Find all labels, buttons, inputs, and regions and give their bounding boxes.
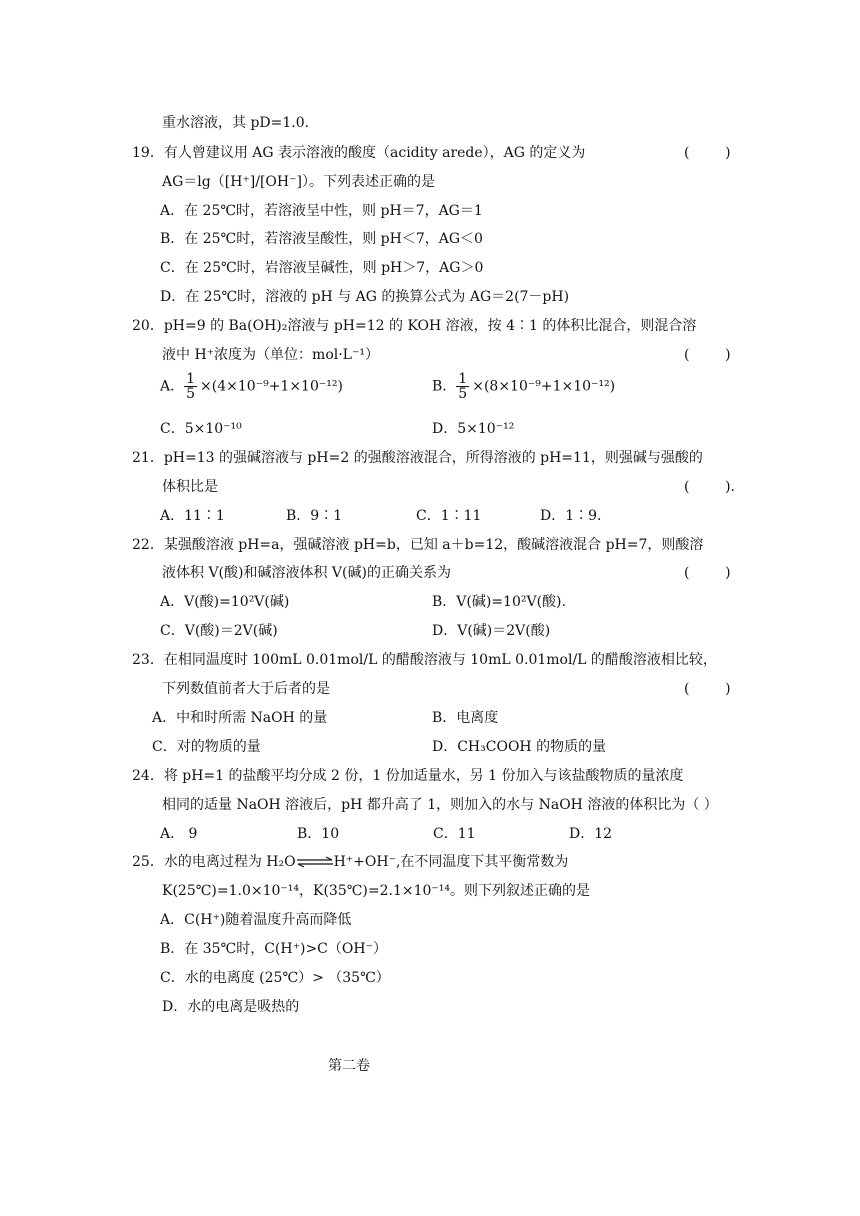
q25-option-b: B．在 35℃时，C(H⁺)>C（OH⁻） (160, 941, 387, 957)
continuation-line: 重水溶液，其 pD=1.0. (162, 115, 310, 131)
fraction-numerator: 1 (458, 371, 468, 387)
q20-stem-line1: 20．pH=9 的 Ba(OH)₂溶液与 pH=12 的 KOH 溶液，按 4∶1 的体积比混合，则混合溶 (132, 318, 697, 334)
q19-option-d: D．在 25℃时，溶液的 pH 与 AG 的换算公式为 AG＝2(7－pH) (160, 289, 570, 305)
q24-option-a: A． 9 (160, 826, 198, 842)
q23-option-d: D．CH₃COOH 的物质的量 (432, 739, 607, 755)
q20-option-a-expression: ×(4×10⁻⁹+1×10⁻¹²) (200, 378, 343, 395)
q20-option-b-label: B． (432, 378, 457, 395)
q20-option-d: D．5×10⁻¹² (432, 421, 515, 437)
q19-stem-line2: AG＝lg（[H⁺]/[OH⁻]）。下列表述正确的是 (162, 174, 435, 190)
q21-option-b: B．9∶1 (286, 508, 343, 524)
equilibrium-arrow-icon (296, 856, 334, 868)
q22-option-d: D．V(碱)＝2V(酸) (432, 623, 551, 639)
q20-option-b (432, 372, 615, 401)
q25-option-c: C．水的电离度 (25℃）> （35℃） (160, 970, 390, 986)
fraction-denominator: 5 (186, 386, 196, 402)
q22-answer-blank: ( ) (684, 565, 731, 581)
q22-stem-line2: 液体积 V(酸)和碱溶液体积 V(碱)的正确关系为 (162, 565, 451, 581)
q22-option-c: C．V(酸)＝2V(碱) (160, 623, 278, 639)
section-title: 第二卷 (328, 1058, 370, 1074)
q23-stem-line1: 23．在相同温度时 100mL 0.01mol/L 的醋酸溶液与 10mL 0.01mol/L 的醋酸溶液相比较， (132, 652, 717, 668)
q21-stem-line2: 体积比是 (162, 479, 218, 495)
q19-option-a: A．在 25℃时，若溶液呈中性，则 pH＝7，AG＝1 (160, 203, 483, 219)
q24-stem-line2: 相同的适量 NaOH 溶液后，pH 都升高了 1，则加入的水与 NaOH 溶液的体积比为（ ） (162, 797, 718, 813)
q25-option-d: D．水的电离是吸热的 (162, 999, 300, 1015)
q25-stem-part1: 25．水的电离过程为 H₂O (132, 854, 296, 870)
q21-option-c: C．1∶11 (416, 508, 482, 524)
q19-answer-blank: ( ) (684, 145, 731, 161)
q20-stem-line2: 液中 H⁺浓度为（单位：mol·L⁻¹） (162, 347, 379, 363)
q20-option-a (160, 372, 343, 401)
q24-stem-line1: 24．将 pH=1 的盐酸平均分成 2 份，1 份加适量水，另 1 份加入与该盐酸物质的量浓度 (132, 768, 684, 784)
q20-answer-blank: ( ) (684, 347, 731, 363)
q19-option-c: C．在 25℃时，岩溶液呈碱性，则 pH＞7，AG＞0 (160, 260, 484, 276)
q24-option-c: C．11 (433, 826, 476, 842)
fraction-denominator: 5 (458, 386, 468, 402)
q20-option-c: C．5×10⁻¹⁰ (160, 421, 242, 437)
q24-option-b: B．10 (297, 826, 340, 842)
q23-stem-line2: 下列数值前者大于后者的是 (162, 681, 330, 697)
q22-option-b: B．V(碱)=10²V(酸). (432, 594, 566, 610)
q19-option-b: B．在 25℃时，若溶液呈酸性，则 pH＜7，AG＜0 (160, 231, 483, 247)
q25-stem-line2: K(25℃)=1.0×10⁻¹⁴，K(35℃)=2.1×10⁻¹⁴。则下列叙述正确的是 (162, 883, 591, 899)
q22-stem-line1: 22．某强酸溶液 pH=a，强碱溶液 pH=b，已知 a＋b=12，酸碱溶液混合 pH=7，则酸溶 (132, 537, 704, 553)
q23-answer-blank: ( ) (684, 681, 731, 697)
fraction (456, 372, 469, 401)
q20-option-b-expression: ×(8×10⁻⁹+1×10⁻¹²) (472, 378, 616, 395)
q22-option-a: A．V(酸)=10²V(碱) (160, 594, 290, 610)
q21-option-d: D．1∶9. (540, 508, 602, 524)
fraction-numerator: 1 (186, 371, 196, 387)
q25-stem-part2: H⁺+OH⁻,在不同温度下其平衡常数为 (333, 854, 569, 870)
q21-stem-line1: 21．pH=13 的强碱溶液与 pH=2 的强酸溶液混合，所得溶液的 pH=11，则强碱与强酸的 (132, 450, 703, 466)
q23-option-a: A．中和时所需 NaOH 的量 (152, 710, 328, 726)
q25-stem-line1 (132, 852, 568, 872)
q23-option-c: C．对的物质的量 (152, 739, 261, 755)
q21-answer-blank: ( ). (684, 479, 735, 495)
q19-stem-line1: 19．有人曾建议用 AG 表示溶液的酸度（acidity arede），AG 的定义为 (132, 145, 586, 161)
fraction (184, 372, 197, 401)
q24-option-d: D．12 (569, 826, 613, 842)
q21-option-a: A．11∶1 (160, 508, 225, 524)
q23-option-b: B．电离度 (432, 710, 499, 726)
q20-option-a-label: A． (160, 378, 185, 395)
q25-option-a: A．C(H⁺)随着温度升高而降低 (160, 912, 352, 928)
